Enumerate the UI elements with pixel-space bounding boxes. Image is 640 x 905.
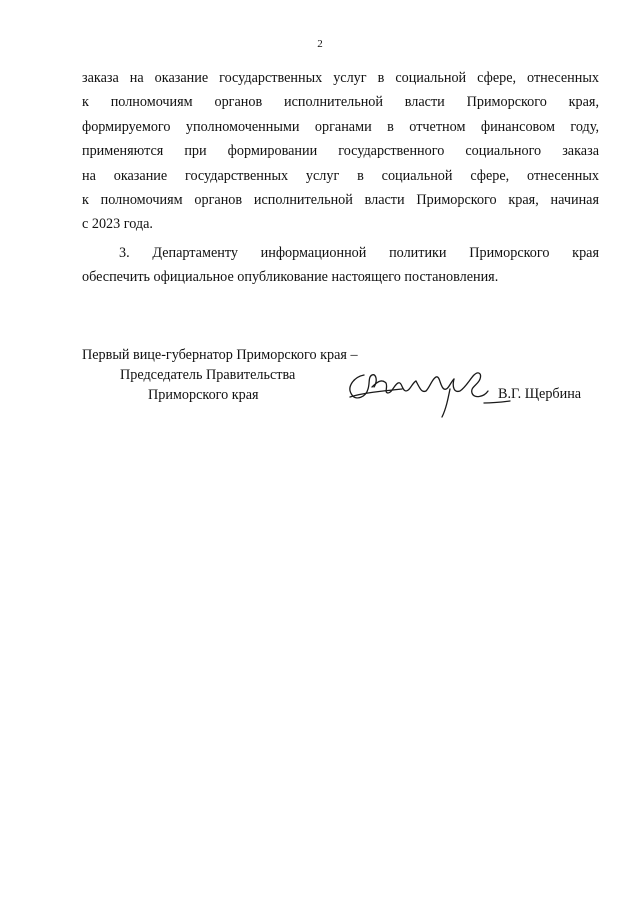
signatory-name: В.Г. Щербина [498, 386, 582, 402]
text-line: к полномочиям органов исполнительной власти Приморского края, начиная [82, 191, 599, 208]
text-line: обеспечить официальное опубликование настоящего постановления. [82, 269, 499, 286]
text-line: формируемого уполномоченными органами в отчетном финансовом году, [82, 118, 599, 135]
text-line: с 2023 года. [82, 216, 153, 233]
handwritten-signature [342, 363, 512, 425]
paragraph-3 [82, 241, 599, 290]
signatory-position-line-3: Приморского края [148, 387, 259, 403]
text-line: заказа на оказание государственных услуг в социальной сфере, отнесенных [82, 70, 599, 86]
text-line: 3. Департаменту информационной политики Приморского края [119, 245, 599, 261]
paragraph-continuation [82, 66, 599, 237]
text-line: применяются при формировании государственного социального заказа [82, 143, 599, 160]
page-number: 2 [317, 38, 323, 50]
signature-block [82, 345, 602, 425]
signatory-position-line-2: Председатель Правительства [120, 367, 296, 383]
text-line: к полномочиям органов исполнительной власти Приморского края, [82, 94, 599, 111]
signatory-position-line-1: Первый вице-губернатор Приморского края – [82, 347, 358, 363]
text-line: на оказание государственных услуг в социальной сфере, отнесенных [82, 167, 599, 184]
